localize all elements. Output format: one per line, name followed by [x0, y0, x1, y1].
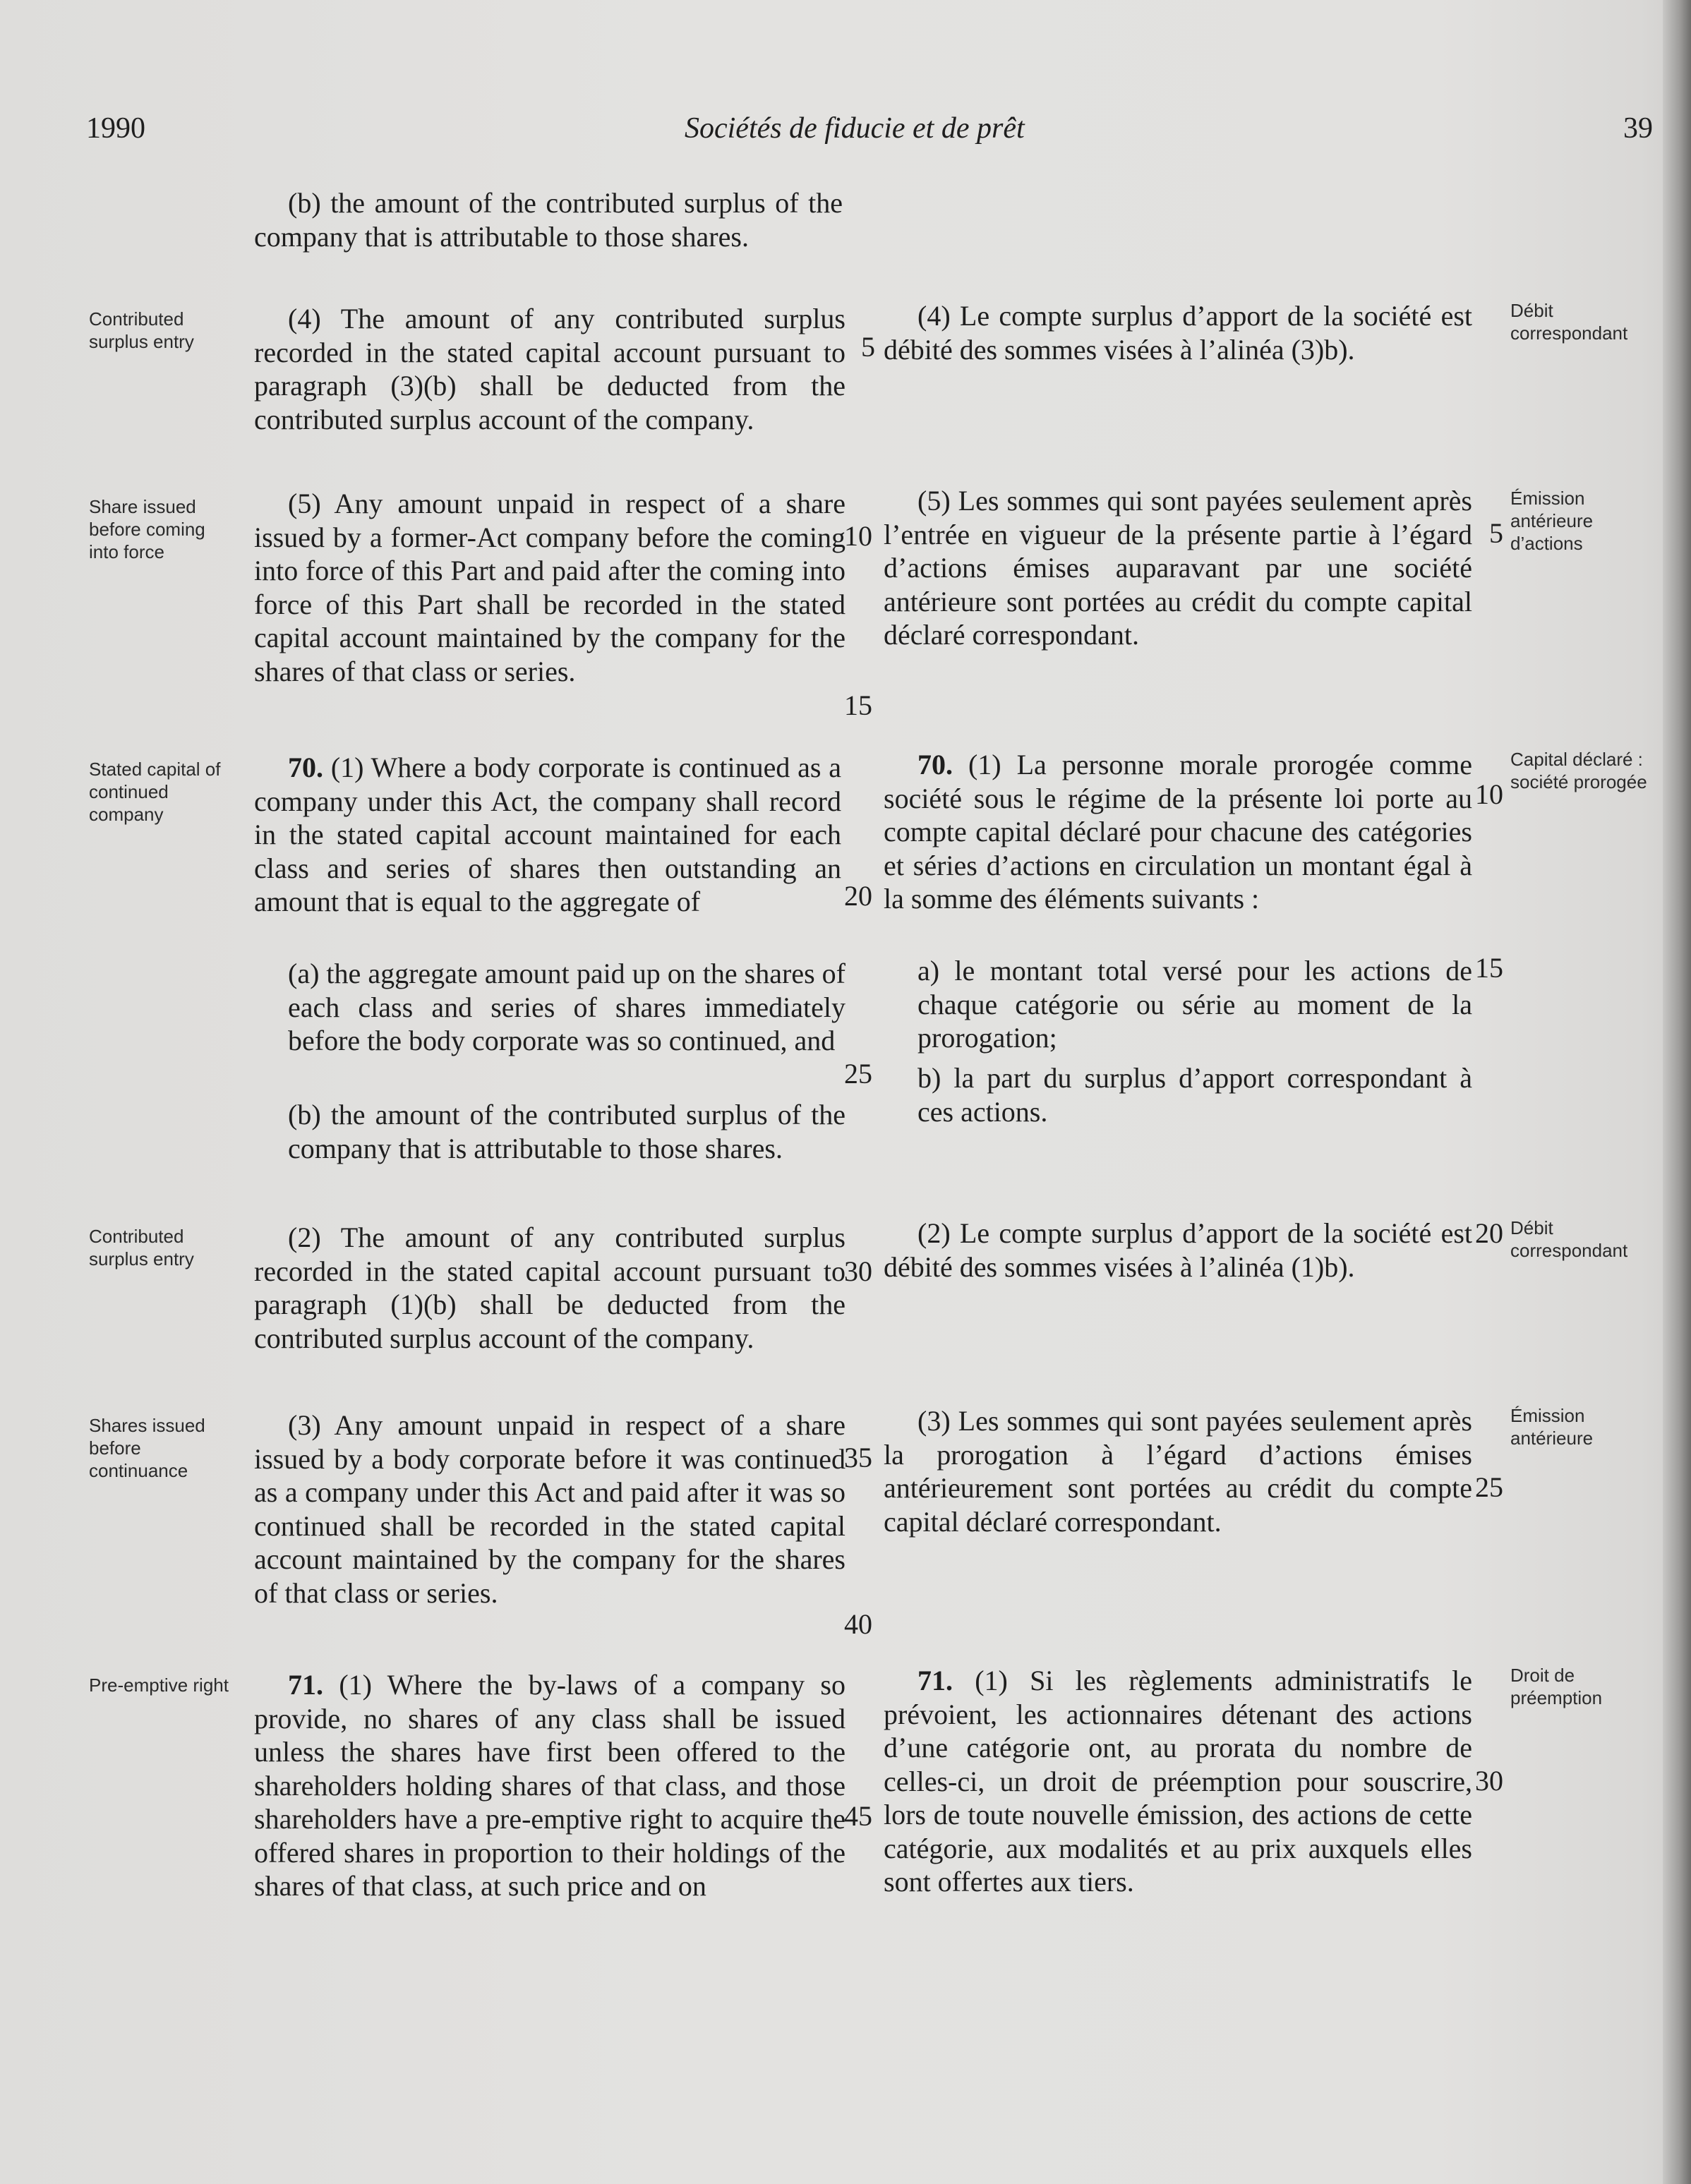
fr-section-70-subsection-3: (3) Les sommes qui sont payées seulement après la prorogation à l’égard d’actions émises antérieurement sont portées au crédit du compte capital déclaré correspondant.: [884, 1405, 1472, 1538]
en-paragraph-5: (5) Any amount unpaid in respect of a share issued by a former-Act company before the coming into force of this Part and paid after the coming into force of this Part shall be recorded in the stated capital account maintained by the company for the shares of that class or series.: [254, 488, 846, 687]
line-number-fr-30: 30: [1475, 1765, 1503, 1797]
fr-section-71-subsection-1: [884, 1664, 1472, 1899]
line-number-fr-20: 20: [1475, 1217, 1503, 1249]
en-paragraph-b-intro: (b) the amount of the contributed surplus of the company that is attributable to those shares.: [254, 187, 843, 253]
header-year: 1990: [86, 112, 145, 145]
line-number-fr-10: 10: [1475, 778, 1503, 810]
fr-paragraph-5: (5) Les sommes qui sont payées seulement après l’entrée en vigueur de la présente partie à l’égard d’actions émises auparavant par une société antérieure sont portées au crédit du compte capital déclaré correspondant.: [884, 485, 1472, 651]
line-number-fr-25: 25: [1475, 1471, 1503, 1503]
line-number-en-15: 15: [844, 689, 872, 721]
line-number-en-25: 25: [844, 1058, 872, 1090]
margin-note-debit-correspondant-2: Débit correspondant: [1510, 1217, 1628, 1261]
en-paragraph-4: (4) The amount of any contributed surplus recorded in the stated capital account pursuant to paragraph (3)(b) shall be deducted from the contributed surplus account of the company.: [254, 303, 846, 435]
en-section-70-subsection-1: [254, 751, 841, 919]
header-page-number: 39: [1623, 112, 1653, 145]
line-number-en-20: 20: [844, 880, 872, 912]
margin-note-share-issued-before-coming-into-force: Share issued before coming into force: [89, 496, 205, 562]
fr-section-70-para-a: a) le montant total versé pour les actions de chaque catégorie ou série au moment de la prorogation;: [917, 955, 1472, 1054]
line-number-en-45: 45: [844, 1800, 872, 1832]
fr-section-71-number: 71.: [917, 1665, 953, 1696]
line-number-en-40: 40: [844, 1608, 872, 1640]
fr-section-71-subsection-1-text: (1) Si les règlements administratifs le prévoient, les actionnaires détenant des actions d’une catégorie ont, au prorata du nombre de celles-ci, un droit de préemption pour souscrire, lors de toute nouvelle émission, des actions de cette catégorie, aux modalités et au prix auxquels elles sont offertes aux tiers.: [884, 1665, 1473, 1898]
en-section-70-para-a: (a) the aggregate amount paid up on the shares of each class and series of shares immediately before the body corporate was so continued, and: [288, 958, 846, 1056]
margin-note-debit-correspondant: Débit correspondant: [1510, 300, 1628, 344]
line-number-en-10: 10: [844, 520, 872, 552]
margin-note-shares-issued-before-continuance: Shares issued before continuance: [89, 1415, 205, 1481]
margin-note-droit-de-preemption: Droit de préemption: [1510, 1665, 1603, 1708]
margin-note-pre-emptive-right: Pre-emptive right: [89, 1675, 229, 1696]
en-section-70-subsection-1-text: (1) Where a body corporate is continued as a company under this Act, the company shall record in the stated capital account maintained for each class and series of shares then outstanding an amount that is equal to the aggregate of: [254, 752, 842, 917]
fr-section-70-subsection-2: (2) Le compte surplus d’apport de la société est débité des sommes visées à l’alinéa (1)b).: [884, 1217, 1472, 1283]
book-spine-shadow: [1663, 0, 1691, 2184]
en-section-71-number: 71.: [288, 1669, 323, 1701]
margin-note-emission-anterieure: Émission antérieure: [1510, 1405, 1594, 1449]
fr-section-70-para-b: b) la part du surplus d’apport correspondant à ces actions.: [917, 1062, 1472, 1128]
fr-section-70-number: 70.: [917, 749, 953, 780]
en-section-71-subsection-1: [254, 1668, 846, 1903]
fr-section-70-subsection-1: [884, 748, 1472, 916]
en-section-70-number: 70.: [288, 752, 323, 783]
en-section-71-subsection-1-text: (1) Where the by-laws of a company so provide, no shares of any class shall be issued unless the shares have first been offered to the shareholders holding shares of that class, and those shareholders have a pre-emptive right to acquire the offered shares in proportion to their holdings of the shares of that class, at such price and on: [254, 1669, 846, 1902]
header-title: Sociétés de fiducie et de prêt: [685, 112, 1025, 145]
en-section-70-para-b: (b) the amount of the contributed surplus of the company that is attributable to those shares.: [288, 1099, 846, 1164]
margin-note-stated-capital-of-continued-company: Stated capital of continued company: [89, 759, 221, 825]
margin-note-emission-anterieure-actions: Émission antérieure d’actions: [1510, 488, 1594, 554]
margin-note-capital-declare-societe-prorogee: Capital déclaré : société prorogée: [1510, 749, 1647, 792]
line-number-en-5: 5: [861, 331, 875, 363]
line-number-fr-15: 15: [1475, 952, 1503, 984]
fr-paragraph-4: (4) Le compte surplus d’apport de la société est débité des sommes visées à l’alinéa (3)b).: [884, 300, 1472, 366]
margin-note-contributed-surplus-entry-2: Contributed surplus entry: [89, 1226, 194, 1269]
line-number-fr-5: 5: [1489, 517, 1503, 549]
en-section-70-subsection-3: (3) Any amount unpaid in respect of a share issued by a body corporate before it was continued as a company under this Act and paid after it was so continued shall be recorded in the stated capital account maintained by the company for the shares of that class or series.: [254, 1409, 846, 1609]
line-number-en-30: 30: [844, 1255, 872, 1287]
fr-section-70-subsection-1-text: (1) La personne morale prorogée comme société sous le régime de la présente loi porte au compte capital déclaré pour chacune des catégories et séries d’actions en circulation un montant égal à la somme des éléments suivants :: [884, 749, 1473, 915]
margin-note-contributed-surplus-entry: Contributed surplus entry: [89, 308, 194, 352]
line-number-en-35: 35: [844, 1442, 872, 1473]
en-section-70-subsection-2: (2) The amount of any contributed surplus recorded in the stated capital account pursuant to paragraph (1)(b) shall be deducted from the contributed surplus account of the company.: [254, 1221, 846, 1354]
